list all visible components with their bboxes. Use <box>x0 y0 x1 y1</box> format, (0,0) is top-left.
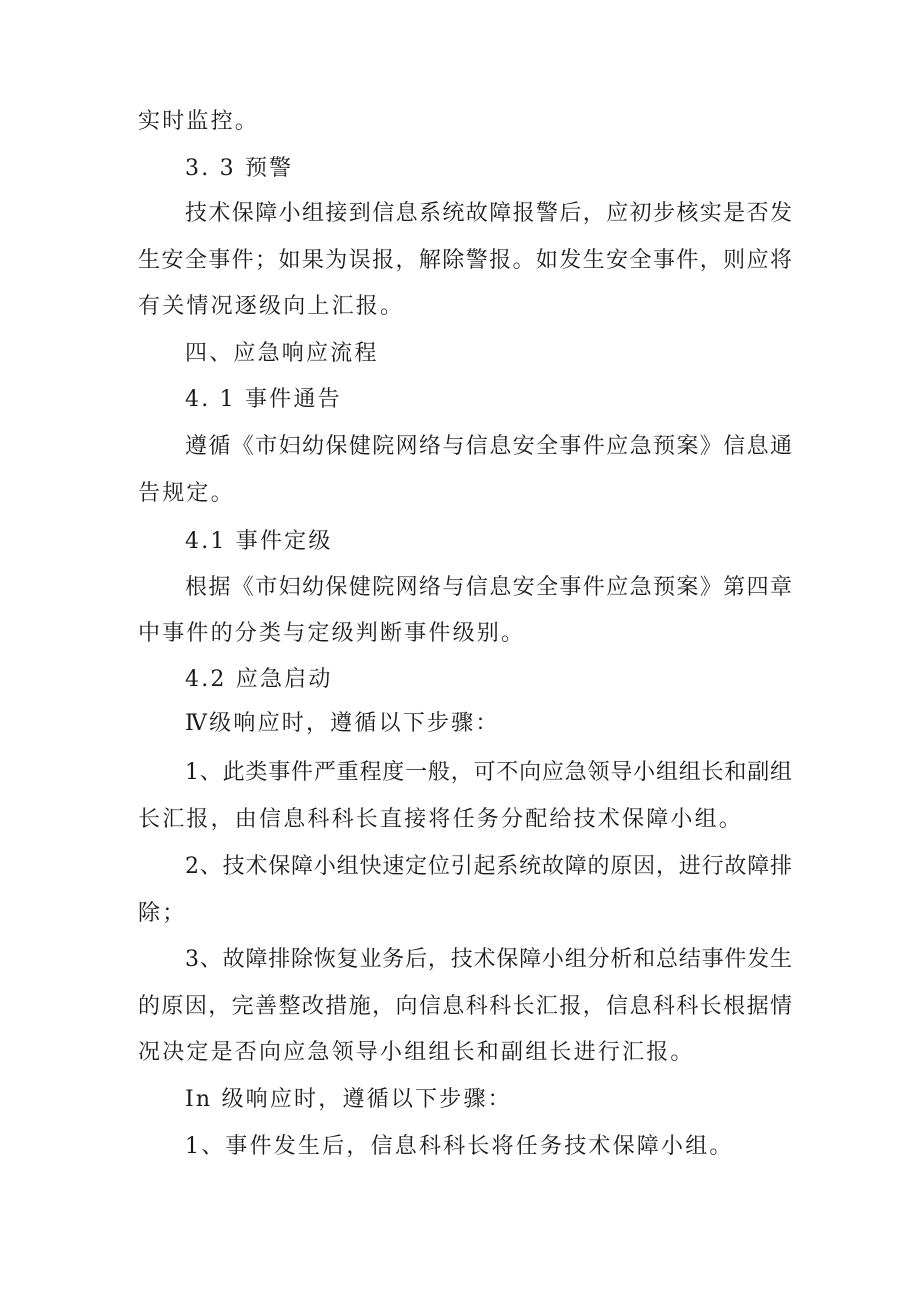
text-line: 中事件的分类与定级判断事件级别。 <box>138 621 526 646</box>
section-heading: 4. 1 事件通告 <box>185 387 342 412</box>
section-heading: 3. 3 预警 <box>185 156 294 181</box>
text-line: 实时监控。 <box>138 109 260 134</box>
text-line: 3、故障排除恢复业务后，技术保障小组分析和总结事件发生 <box>185 947 792 972</box>
text-line: 技术保障小组接到信息系统故障报警后，应初步核实是否发 <box>185 201 792 226</box>
text-line: 告规定。 <box>138 481 235 506</box>
text-line: 除； <box>138 901 187 926</box>
text-line: 2、技术保障小组快速定位引起系统故障的原因，进行故障排 <box>185 854 792 879</box>
text-line: 况决定是否向应急领导小组组长和副组长进行汇报。 <box>138 1040 695 1065</box>
text-line: 根据《市妇幼保健院网络与信息安全事件应急预案》第四章 <box>185 575 792 600</box>
text-line: 长汇报，由信息科科长直接将任务分配给技术保障小组。 <box>138 807 744 832</box>
chapter-heading: 四、应急响应流程 <box>185 341 379 366</box>
section-heading: 4.1 事件定级 <box>185 529 333 554</box>
text-line: 有关情况逐级向上汇报。 <box>138 294 405 319</box>
text-line: Ⅳ级响应时，遵循以下步骤： <box>185 711 500 736</box>
text-line: In 级响应时，遵循以下步骤： <box>185 1087 512 1112</box>
text-line: 1、事件发生后，信息科科长将任务技术保障小组。 <box>185 1134 734 1159</box>
section-heading: 4.2 应急启动 <box>185 667 333 692</box>
text-line: 生安全事件；如果为误报，解除警报。如发生安全事件，则应将 <box>138 248 792 273</box>
text-line: 遵循《市妇幼保健院网络与信息安全事件应急预案》信息通 <box>185 434 792 459</box>
text-line: 1、此类事件严重程度一般，可不向应急领导小组组长和副组 <box>185 760 792 785</box>
text-line: 的原因，完善整改措施，向信息科科长汇报，信息科科长根据情 <box>138 994 792 1019</box>
